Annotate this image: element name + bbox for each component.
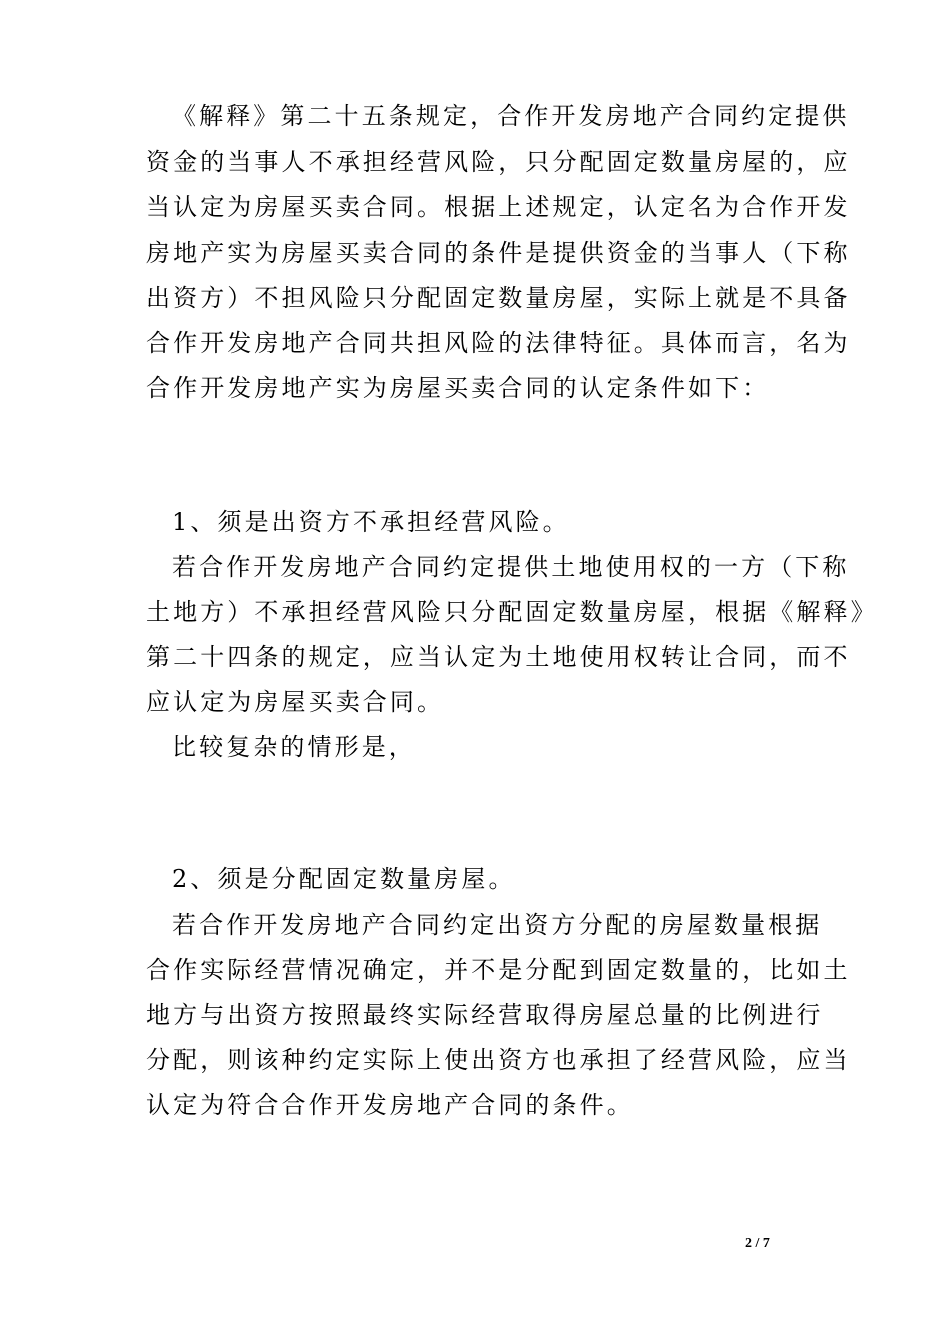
paragraph-line: 出资方）不担风险只分配固定数量房屋，实际上就是不具备 <box>146 284 851 312</box>
note-line: 比较复杂的情形是， <box>172 733 416 761</box>
section-heading: 2、须是分配固定数量房屋。 <box>172 865 516 893</box>
paragraph-line: 若合作开发房地产合同约定提供土地使用权的一方（下称 <box>172 553 850 581</box>
paragraph-line: 房地产实为房屋买卖合同的条件是提供资金的当事人（下称 <box>146 239 851 267</box>
paragraph-line: 地方与出资方按照最终实际经营取得房屋总量的比例进行 <box>146 1001 824 1029</box>
paragraph-line: 当认定为房屋买卖合同。根据上述规定，认定名为合作开发 <box>146 193 851 221</box>
paragraph-line: 认定为符合合作开发房地产合同的条件。 <box>146 1091 634 1119</box>
paragraph-line: 合作开发房地产合同共担风险的法律特征。具体而言，名为 <box>146 329 851 357</box>
paragraph-line: 若合作开发房地产合同约定出资方分配的房屋数量根据 <box>172 911 823 939</box>
paragraph-line: 第二十四条的规定，应当认定为土地使用权转让合同，而不 <box>146 643 851 671</box>
paragraph-line: 分配，则该种约定实际上使出资方也承担了经营风险，应当 <box>146 1046 851 1074</box>
paragraph-line: 应认定为房屋买卖合同。 <box>146 688 445 716</box>
paragraph-line: 土地方）不承担经营风险只分配固定数量房屋，根据《解释》 <box>146 598 878 626</box>
paragraph-line: 合作实际经营情况确定，并不是分配到固定数量的，比如土 <box>146 956 851 984</box>
paragraph-line: 合作开发房地产实为房屋买卖合同的认定条件如下： <box>146 374 770 402</box>
paragraph-line: 《解释》第二十五条规定，合作开发房地产合同约定提供 <box>172 102 850 130</box>
paragraph-line: 资金的当事人不承担经营风险，只分配固定数量房屋的，应 <box>146 148 851 176</box>
section-heading: 1、须是出资方不承担经营风险。 <box>172 508 570 536</box>
page-number: 2 / 7 <box>745 1236 770 1251</box>
